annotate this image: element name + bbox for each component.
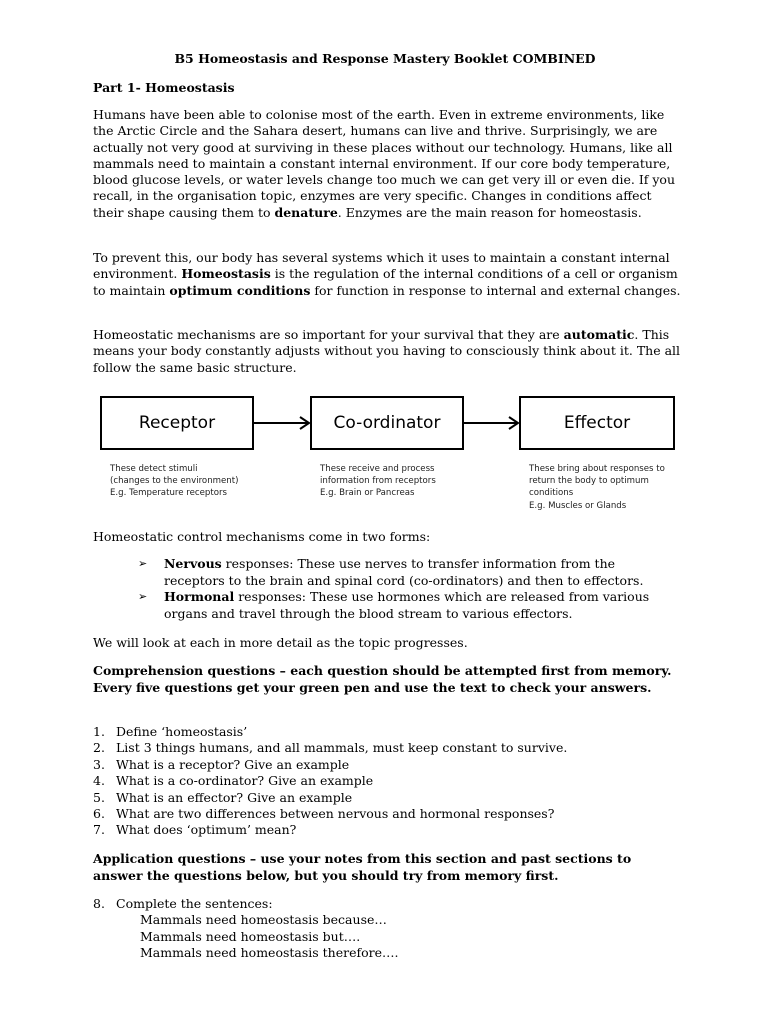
list-item [93, 806, 683, 822]
arrow-right-icon [254, 415, 312, 431]
question-text: What is a receptor? Give an example [116, 756, 350, 772]
sentence-starter: Mammals need homeostasis because… [140, 912, 387, 928]
coordinator-note: These receive and process information from receptors E.g. Brain or Pancreas [320, 464, 436, 499]
sentence-starter: Mammals need homeostasis but…. [140, 928, 361, 944]
response-bullet-list [138, 556, 678, 622]
application-heading: Application questions – use your notes from this section and past sections to answer the questions below, but you should try from memory first. [93, 851, 632, 883]
list-item-hormonal [138, 589, 678, 622]
text-run: for function in response to internal and external changes. [310, 282, 681, 298]
question-number: 7. [93, 822, 105, 838]
text-run: Humans have been able to colonise most of the earth. Even in extreme environments, like the Arctic Circle and the Sahara desert, humans can live and thrive. Surprisingly, we are actually not very good at surviving in these places without our technology. Humans, like all mammals need to maintain a constant internal environment. If our core body temperature, blood glucose levels, or water levels change too much we can get very ill or even die. If you recall, in the organisation topic, enzymes are very specific. Changes in conditions affect their shape causing them to [93, 107, 675, 220]
question-number: 6. [93, 806, 105, 822]
list-item [93, 790, 683, 806]
sentence-starter: Mammals need homeostasis therefore…. [140, 945, 399, 961]
question-text: Complete the sentences: [116, 896, 273, 911]
receptor-box: Receptor [100, 396, 254, 450]
comprehension-question-list [93, 724, 683, 839]
bold-term-automatic: automatic [563, 327, 635, 342]
coordinator-box: Co-ordinator [310, 396, 464, 450]
question-number: 5. [93, 789, 105, 805]
list-item [93, 773, 683, 789]
text-run: is the regulation of the internal conditions of a cell or organism to maintain [93, 266, 678, 298]
text-run: . This means your body constantly adjusts without you having to consciously think about it. The all follow the same basic structure. [93, 327, 681, 375]
effector-note: These bring about responses to return the body to optimum conditions E.g. Muscles or Glands [529, 464, 665, 511]
text-run: responses: These use hormones which are released from various organs and travel through the blood stream to various effectors. [164, 589, 650, 621]
arrowhead-bullet-icon: ➢ [138, 557, 148, 570]
question-text: Define ‘homeostasis’ [116, 724, 248, 739]
comprehension-heading: Comprehension questions – each question should be attempted first from memory. Every five questions get your green pen and use the text to check your answers. [93, 663, 672, 695]
intro-paragraph-2 [93, 250, 683, 299]
list-item-nervous [138, 556, 678, 589]
list-item [93, 757, 683, 773]
application-question-8 [93, 896, 683, 962]
question-number: 3. [93, 756, 105, 772]
bold-term-nervous: Nervous [164, 556, 222, 571]
question-number: 1. [93, 724, 105, 739]
text-run: Homeostatic mechanisms are so important for your survival that they are [93, 327, 564, 342]
text-run: . Enzymes are the main reason for homeostasis. [337, 204, 642, 220]
bold-term-homeostasis: Homeostasis [181, 266, 271, 282]
question-text: What is a co-ordinator? Give an example [116, 773, 374, 789]
question-text: List 3 things humans, and all mammals, must keep constant to survive. [116, 740, 568, 756]
intro-paragraph-1 [93, 107, 683, 221]
bold-term-denature: denature [274, 204, 338, 220]
text-run: To prevent this, our body has several systems which it uses to maintain a constant internal environment. [93, 250, 670, 282]
list-item [93, 740, 683, 756]
homeostasis-flow-diagram [98, 395, 678, 517]
question-number: 8. [93, 896, 105, 911]
question-number: 4. [93, 773, 105, 789]
question-text: What are two differences between nervous and hormonal responses? [116, 806, 555, 822]
question-number: 2. [93, 740, 105, 756]
receptor-note: These detect stimuli (changes to the environment) E.g. Temperature receptors [110, 464, 239, 499]
list-item [93, 822, 683, 838]
arrow-right-icon [464, 415, 521, 431]
control-outro: We will look at each in more detail as the topic progresses. [93, 635, 468, 650]
effector-box: Effector [519, 396, 675, 450]
control-intro: Homeostatic control mechanisms come in two forms: [93, 529, 431, 544]
intro-paragraph-3 [93, 327, 683, 376]
bold-term-optimum: optimum conditions [169, 282, 311, 298]
list-item [93, 896, 683, 912]
part1-heading: Part 1- Homeostasis [93, 80, 235, 95]
document-title: B5 Homeostasis and Response Mastery Booklet COMBINED [174, 51, 596, 66]
list-item [93, 724, 683, 740]
text-run: responses: These use nerves to transfer information from the receptors to the brain and spinal cord (co-ordinators) and then to effectors. [164, 556, 644, 588]
arrowhead-bullet-icon: ➢ [138, 590, 148, 603]
bold-term-hormonal: Hormonal [164, 589, 235, 604]
question-text: What is an effector? Give an example [116, 789, 353, 805]
question-text: What does ‘optimum’ mean? [116, 822, 297, 838]
